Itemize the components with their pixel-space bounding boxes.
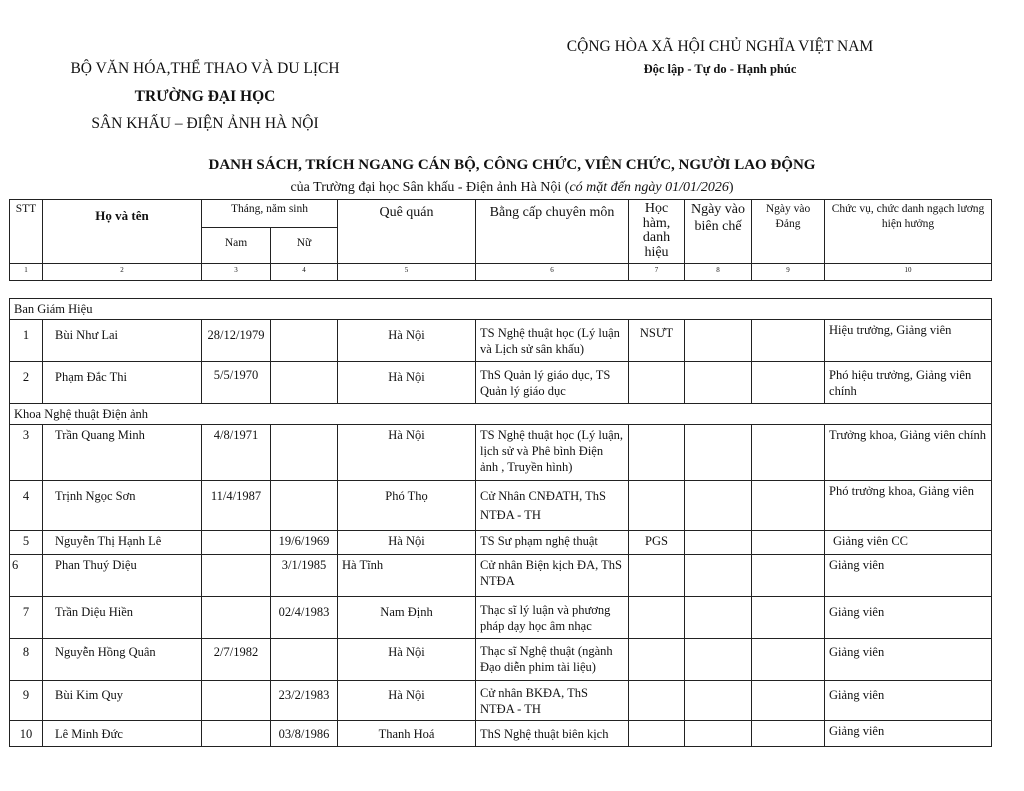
- cell-male-dob: 4/8/1971: [202, 424, 271, 480]
- cell-name: Trần Diệu Hiền: [43, 596, 202, 638]
- staff-table: [9, 199, 992, 747]
- cell-stt: 6: [10, 554, 43, 596]
- cell-name: Nguyễn Hồng Quân: [43, 638, 202, 680]
- cell-civil-date: [685, 424, 752, 480]
- cell-civil-date: [685, 319, 752, 361]
- table-row: [10, 530, 992, 554]
- cell-civil-date: [685, 638, 752, 680]
- table-row: [10, 424, 992, 480]
- cell-degree: Cử nhân Biện kịch ĐA, ThS NTĐA: [476, 554, 629, 596]
- header-dob: Tháng, năm sinh: [202, 200, 338, 228]
- cell-party-date: [752, 680, 825, 720]
- cell-degree: Thạc sĩ lý luận và phương pháp dạy học âm nhạc: [476, 596, 629, 638]
- cell-name: Trần Quang Minh: [43, 424, 202, 480]
- table-row: [10, 638, 992, 680]
- cell-academic-title: [629, 480, 685, 530]
- column-number: 2: [43, 263, 202, 280]
- cell-male-dob: [202, 596, 271, 638]
- section-name: Khoa Nghệ thuật Điện ảnh: [10, 403, 992, 424]
- cell-degree: Cử Nhân CNĐATH, ThS NTĐA - TH: [476, 480, 629, 530]
- cell-civil-date: [685, 720, 752, 746]
- ministry-name: BỘ VĂN HÓA,THỂ THAO VÀ DU LỊCH: [70, 60, 340, 77]
- cell-hometown: Hà Nội: [338, 530, 476, 554]
- cell-hometown: Hà Nội: [338, 361, 476, 403]
- cell-position: Giảng viên: [825, 596, 992, 638]
- cell-degree: ThS Quản lý giáo dục, TS Quản lý giáo dục: [476, 361, 629, 403]
- cell-female-dob: [271, 361, 338, 403]
- document-subtitle: [0, 180, 1024, 196]
- column-number: 4: [271, 263, 338, 280]
- cell-female-dob: [271, 480, 338, 530]
- subtitle-suffix: ): [728, 180, 734, 195]
- table-row: [10, 319, 992, 361]
- cell-civil-date: [685, 680, 752, 720]
- cell-hometown: Hà Nội: [338, 319, 476, 361]
- table-row: [10, 680, 992, 720]
- cell-party-date: [752, 638, 825, 680]
- cell-name: Nguyễn Thị Hạnh Lê: [43, 530, 202, 554]
- cell-party-date: [752, 319, 825, 361]
- cell-hometown: Thanh Hoá: [338, 720, 476, 746]
- subtitle-prefix: của Trường đại học Sân khấu - Điện ảnh Hà Nội (: [290, 180, 570, 195]
- cell-degree: ThS Nghệ thuật biên kịch: [476, 720, 629, 746]
- subtitle-date: có mặt đến ngày 01/01/2026: [569, 180, 729, 195]
- header-name: Họ và tên: [43, 200, 202, 264]
- cell-academic-title: [629, 596, 685, 638]
- cell-academic-title: [629, 720, 685, 746]
- spacer-row: [10, 280, 992, 298]
- column-number: 7: [629, 263, 685, 280]
- cell-position: Giảng viên CC: [825, 530, 992, 554]
- cell-academic-title: PGS: [629, 530, 685, 554]
- cell-name: Phạm Đắc Thi: [43, 361, 202, 403]
- cell-female-dob: 3/1/1985: [271, 554, 338, 596]
- cell-party-date: [752, 596, 825, 638]
- cell-position: Giảng viên: [825, 680, 992, 720]
- table-row: [10, 361, 992, 403]
- cell-female-dob: [271, 638, 338, 680]
- cell-stt: 8: [10, 638, 43, 680]
- cell-civil-date: [685, 361, 752, 403]
- cell-degree: TS Sư phạm nghệ thuật: [476, 530, 629, 554]
- school-name-line1: TRƯỜNG ĐẠI HỌC: [134, 88, 276, 105]
- section-name: Ban Giám Hiệu: [10, 298, 992, 319]
- table-row: [10, 720, 992, 746]
- cell-academic-title: [629, 680, 685, 720]
- column-number: 5: [338, 263, 476, 280]
- cell-hometown: Hà Nội: [338, 638, 476, 680]
- header-academic-title: Học hàm, danh hiệu: [629, 200, 685, 264]
- cell-position: Phó hiệu trưởng, Giảng viên chính: [825, 361, 992, 403]
- cell-degree: Thạc sĩ Nghệ thuật (ngành Đạo diễn phim tài liệu): [476, 638, 629, 680]
- cell-female-dob: [271, 424, 338, 480]
- cell-position: Trưởng khoa, Giảng viên chính: [825, 424, 992, 480]
- cell-civil-date: [685, 596, 752, 638]
- cell-name: Phan Thuý Diệu: [43, 554, 202, 596]
- cell-stt: 5: [10, 530, 43, 554]
- cell-position: Giảng viên: [825, 720, 992, 746]
- cell-academic-title: [629, 361, 685, 403]
- column-number: 8: [685, 263, 752, 280]
- cell-stt: 9: [10, 680, 43, 720]
- cell-party-date: [752, 480, 825, 530]
- cell-position: Phó trưởng khoa, Giảng viên: [825, 480, 992, 530]
- cell-male-dob: 5/5/1970: [202, 361, 271, 403]
- cell-degree: TS Nghệ thuật học (Lý luận và Lịch sử sân khấu): [476, 319, 629, 361]
- cell-academic-title: NSƯT: [629, 319, 685, 361]
- header-male: Nam: [202, 227, 271, 263]
- column-number: 3: [202, 263, 271, 280]
- cell-stt: 1: [10, 319, 43, 361]
- header-female: Nữ: [271, 227, 338, 263]
- cell-hometown: Hà Nội: [338, 424, 476, 480]
- section-row: [10, 298, 992, 319]
- cell-name: Trịnh Ngọc Sơn: [43, 480, 202, 530]
- cell-male-dob: [202, 720, 271, 746]
- cell-degree: Cử nhân BKĐA, ThS NTĐA - TH: [476, 680, 629, 720]
- cell-male-dob: 2/7/1982: [202, 638, 271, 680]
- cell-stt: 3: [10, 424, 43, 480]
- cell-female-dob: 19/6/1969: [271, 530, 338, 554]
- column-number: 10: [825, 263, 992, 280]
- cell-party-date: [752, 554, 825, 596]
- cell-civil-date: [685, 480, 752, 530]
- header-civil-date: Ngày vào biên chế: [685, 200, 752, 264]
- cell-hometown: Hà Nội: [338, 680, 476, 720]
- cell-academic-title: [629, 554, 685, 596]
- header-hometown: Quê quán: [338, 200, 476, 264]
- cell-academic-title: [629, 638, 685, 680]
- cell-position: Giảng viên: [825, 554, 992, 596]
- cell-female-dob: 02/4/1983: [271, 596, 338, 638]
- column-number: 1: [10, 263, 43, 280]
- cell-hometown: Nam Định: [338, 596, 476, 638]
- cell-civil-date: [685, 554, 752, 596]
- cell-party-date: [752, 424, 825, 480]
- national-motto: Độc lập - Tự do - Hạnh phúc: [643, 62, 797, 76]
- table-row: [10, 596, 992, 638]
- header-party-date: Ngày vào Đảng: [752, 200, 825, 264]
- cell-position: Hiệu trưởng, Giảng viên: [825, 319, 992, 361]
- cell-name: Bùi Như Lai: [43, 319, 202, 361]
- cell-female-dob: 03/8/1986: [271, 720, 338, 746]
- cell-degree: TS Nghệ thuật học (Lý luận, lịch sử và Phê bình Điện ảnh , Truyền hình): [476, 424, 629, 480]
- table-header-row: [10, 200, 992, 228]
- cell-male-dob: 28/12/1979: [202, 319, 271, 361]
- cell-hometown: Phó Thọ: [338, 480, 476, 530]
- cell-name: Lê Minh Đức: [43, 720, 202, 746]
- cell-female-dob: [271, 319, 338, 361]
- cell-male-dob: 11/4/1987: [202, 480, 271, 530]
- cell-position: Giảng viên: [825, 638, 992, 680]
- cell-male-dob: [202, 530, 271, 554]
- cell-stt: 4: [10, 480, 43, 530]
- republic-name: CỘNG HÒA XÃ HỘI CHỦ NGHĨA VIỆT NAM: [566, 38, 874, 55]
- table-row: [10, 554, 992, 596]
- table-row: [10, 480, 992, 530]
- header-degree: Bằng cấp chuyên môn: [476, 200, 629, 264]
- cell-party-date: [752, 720, 825, 746]
- cell-stt: 2: [10, 361, 43, 403]
- column-number: 9: [752, 263, 825, 280]
- header-position: Chức vụ, chức danh ngạch lương hiện hưởng: [825, 200, 992, 264]
- cell-stt: 10: [10, 720, 43, 746]
- column-number-row: [10, 263, 992, 280]
- cell-stt: 7: [10, 596, 43, 638]
- document-title: DANH SÁCH, TRÍCH NGANG CÁN BỘ, CÔNG CHỨC, VIÊN CHỨC, NGƯỜI LAO ĐỘNG: [208, 157, 816, 173]
- cell-party-date: [752, 361, 825, 403]
- cell-male-dob: [202, 680, 271, 720]
- cell-male-dob: [202, 554, 271, 596]
- column-number: 6: [476, 263, 629, 280]
- cell-hometown: Hà Tĩnh: [338, 554, 476, 596]
- cell-civil-date: [685, 530, 752, 554]
- cell-name: Bùi Kim Quy: [43, 680, 202, 720]
- cell-academic-title: [629, 424, 685, 480]
- cell-party-date: [752, 530, 825, 554]
- header-stt: STT: [10, 200, 43, 264]
- section-row: [10, 403, 992, 424]
- cell-female-dob: 23/2/1983: [271, 680, 338, 720]
- school-name-line2: SÂN KHẤU – ĐIỆN ẢNH HÀ NỘI: [91, 115, 319, 132]
